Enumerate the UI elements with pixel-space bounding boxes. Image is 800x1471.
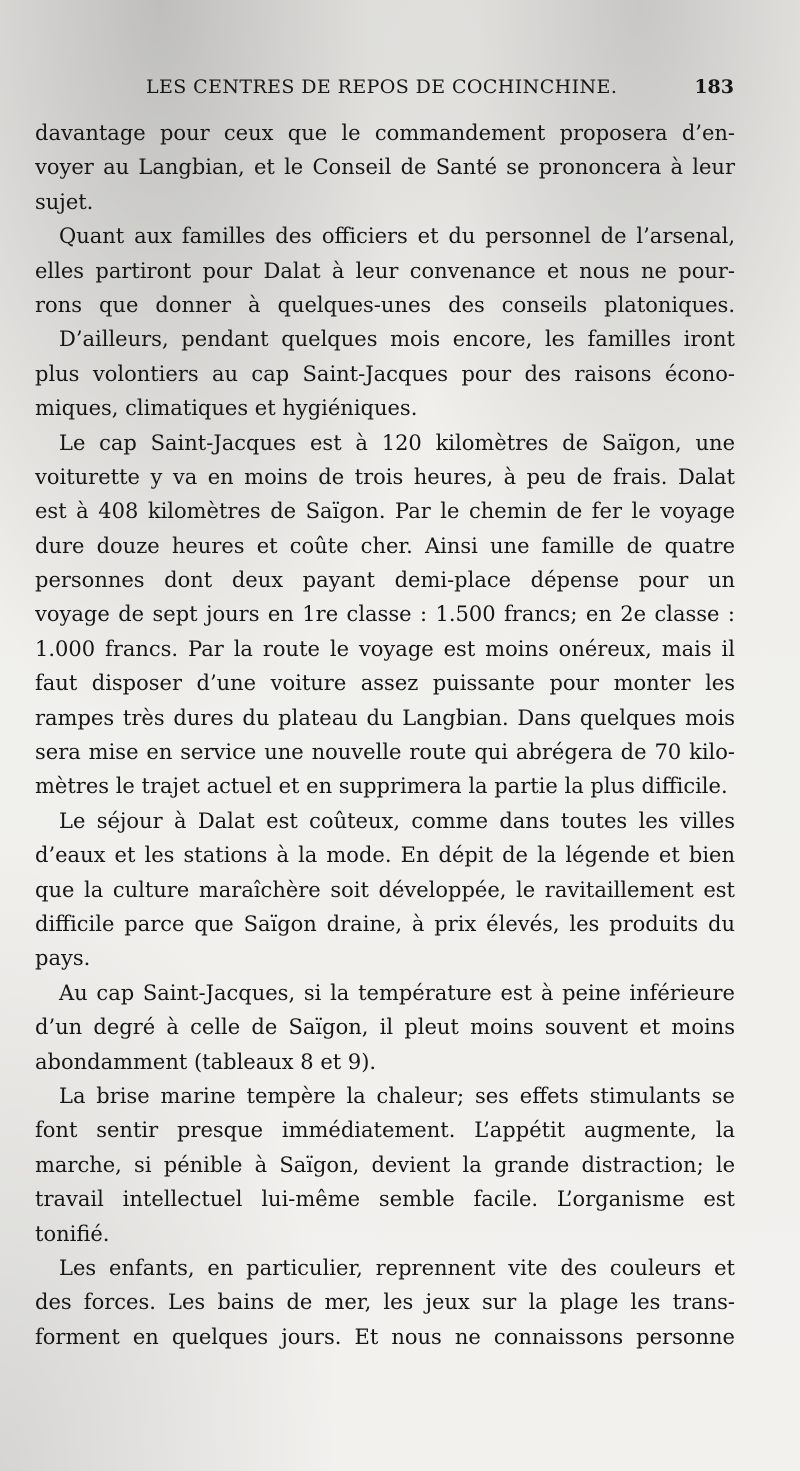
text-line: elles partiront pour Dalat à leur convenance et nous ne pour- <box>35 258 735 283</box>
text-line: des forces. Les bains de mer, les jeux sur la plage les trans- <box>35 1290 735 1315</box>
text-line: sera mise en service une nouvelle route qui abrégera de 70 kilo- <box>35 740 735 765</box>
text-line: voyage de sept jours en 1re classe : 1.500 francs; en 2e classe : <box>35 602 735 627</box>
text-line: d’eaux et les stations à la mode. En dépit de la légende et bien <box>35 843 735 868</box>
text-line: travail intellectuel lui-même semble facile. L’organisme est <box>35 1187 735 1212</box>
text-line: difficile parce que Saïgon draine, à prix élevés, les produits du <box>35 911 735 936</box>
text-line: dure douze heures et coûte cher. Ainsi une famille de quatre <box>35 533 735 558</box>
text-line: Quant aux familles des officiers et du personnel de l’arsenal, <box>59 224 735 249</box>
text-line: sujet. <box>35 189 94 214</box>
page-header <box>146 76 734 102</box>
running-title: LES CENTRES DE REPOS DE COCHINCHINE. <box>146 76 618 98</box>
text-line: rampes très dures du plateau du Langbian. Dans quelques mois <box>35 705 735 730</box>
text-line: Le séjour à Dalat est coûteux, comme dans toutes les villes <box>59 808 735 833</box>
text-line: rons que donner à quelques-unes des conseils platoniques. <box>35 292 735 317</box>
text-line: 1.000 francs. Par la route le voyage est moins onéreux, mais il <box>35 636 735 661</box>
text-line: La brise marine tempère la chaleur; ses effets stimulants se <box>59 1083 735 1108</box>
text-line: Le cap Saint-Jacques est à 120 kilomètres de Saïgon, une <box>59 430 735 455</box>
text-line: font sentir presque immédiatement. L’appétit augmente, la <box>35 1118 735 1143</box>
text-line: D’ailleurs, pendant quelques mois encore, les familles iront <box>59 327 735 352</box>
text-line: voyer au Langbian, et le Conseil de Santé se prononcera à leur <box>35 155 735 180</box>
text-line: forment en quelques jours. Et nous ne connaissons personne <box>35 1324 735 1349</box>
text-line: que la culture maraîchère soit développée, le ravitaillement est <box>35 877 735 902</box>
text-line: mètres le trajet actuel et en supprimera la partie la plus difficile. <box>35 774 728 799</box>
text-line: plus volontiers au cap Saint-Jacques pour des raisons écono- <box>35 361 735 386</box>
text-line: miques, climatiques et hygiéniques. <box>35 396 418 421</box>
text-line: tonifié. <box>35 1221 110 1246</box>
text-line: pays. <box>35 946 91 971</box>
text-line: Au cap Saint-Jacques, si la température est à peine inférieure <box>59 980 735 1005</box>
page-number: 183 <box>694 76 734 98</box>
body-text <box>35 116 735 1354</box>
text-line: marche, si pénible à Saïgon, devient la grande distraction; le <box>35 1152 735 1177</box>
text-line: faut disposer d’une voiture assez puissante pour monter les <box>35 671 735 696</box>
text-line: abondamment (tableaux 8 et 9). <box>35 1049 377 1074</box>
text-line: personnes dont deux payant demi-place dépense pour un <box>35 568 735 593</box>
text-line: davantage pour ceux que le commandement proposera d’en- <box>35 121 735 145</box>
text-line: Les enfants, en particulier, reprennent vite des couleurs et <box>59 1255 735 1280</box>
text-line: d’un degré à celle de Saïgon, il pleut moins souvent et moins <box>35 1015 735 1040</box>
text-line: voiturette y va en moins de trois heures, à peu de frais. Dalat <box>35 464 735 489</box>
text-line: est à 408 kilomètres de Saïgon. Par le chemin de fer le voyage <box>35 499 735 524</box>
